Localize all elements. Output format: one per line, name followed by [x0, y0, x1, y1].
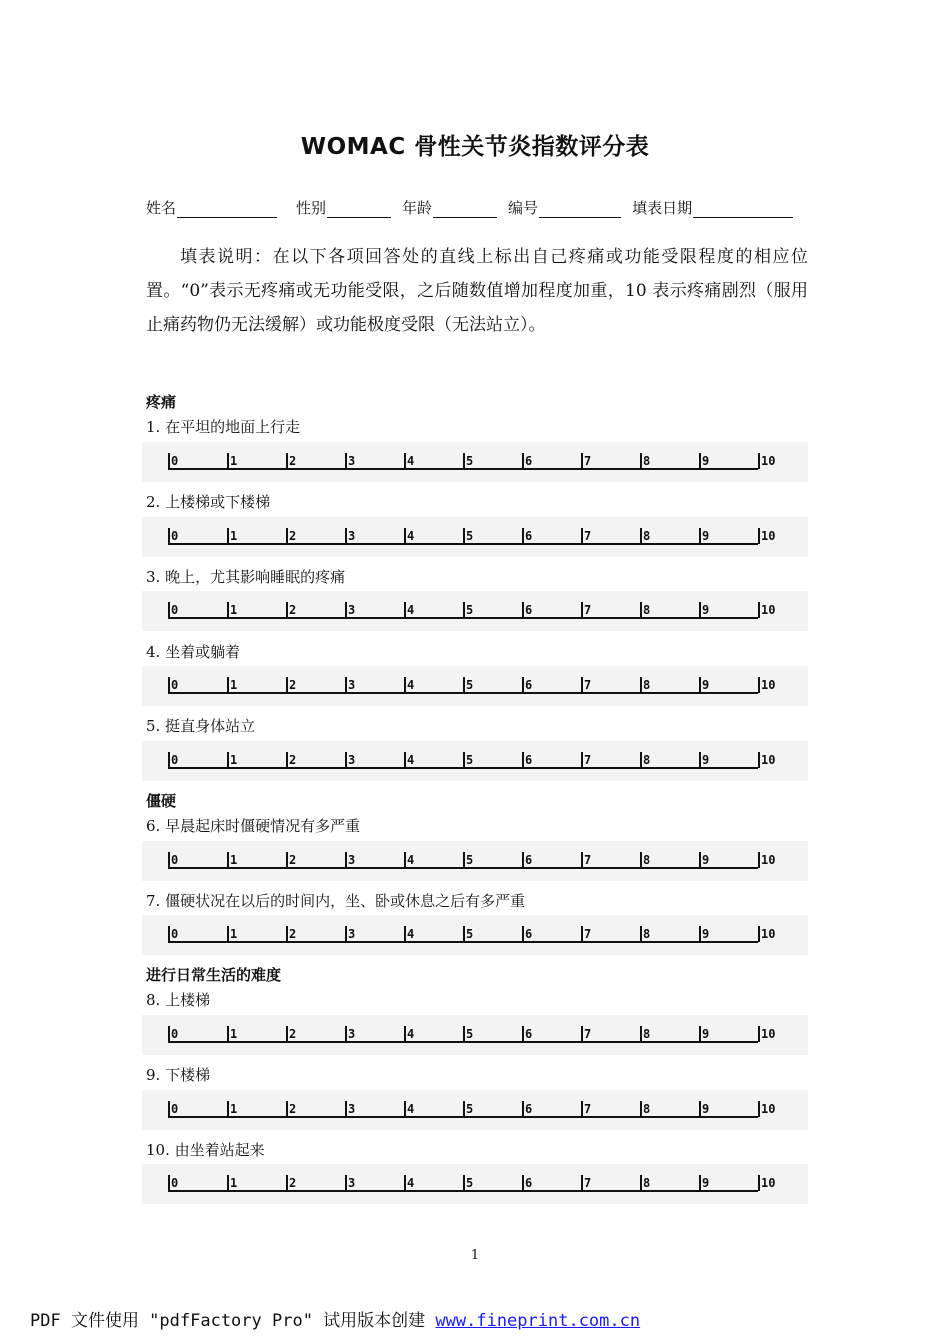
gender-blank[interactable]	[327, 203, 391, 218]
scale-tick-label: 1	[230, 529, 238, 543]
scale-tick-label: 9	[702, 603, 710, 617]
scale-tick	[758, 1101, 760, 1117]
scale-tick-label: 6	[525, 1027, 533, 1041]
scale-tick	[227, 1175, 229, 1191]
scale-tick-label: 7	[584, 529, 592, 543]
date-blank[interactable]	[693, 203, 793, 218]
scale-tick-label: 9	[702, 853, 710, 867]
rating-scale[interactable]	[142, 1164, 808, 1204]
scale-tick-label: 0	[171, 454, 179, 468]
scale-tick-label: 3	[348, 454, 356, 468]
scale-tick	[581, 1101, 583, 1117]
id-number-label: 编号	[508, 199, 539, 217]
scale-tick-label: 6	[525, 853, 533, 867]
scale-tick-label: 6	[525, 454, 533, 468]
scale-tick-label: 4	[407, 1102, 415, 1116]
scale-tick	[463, 1101, 465, 1117]
scale-tick	[581, 926, 583, 942]
scale-tick-label: 9	[702, 1102, 710, 1116]
scale-tick-label: 10	[761, 1027, 776, 1041]
scale-tick-label: 4	[407, 678, 415, 692]
scale-tick	[227, 852, 229, 868]
scale-tick	[404, 677, 406, 693]
scale-tick-label: 3	[348, 927, 356, 941]
scale-tick-label: 4	[407, 1027, 415, 1041]
scale-tick-label: 5	[466, 927, 474, 941]
scale-tick	[522, 453, 524, 469]
scale-tick	[581, 752, 583, 768]
scale-tick	[699, 528, 701, 544]
page-number: 1	[470, 1248, 480, 1263]
scale-tick-label: 4	[407, 529, 415, 543]
scale-tick-label: 10	[761, 529, 776, 543]
scale-tick-label: 3	[348, 1027, 356, 1041]
scale-tick	[404, 1101, 406, 1117]
scale-tick-label: 7	[584, 603, 592, 617]
scale-tick	[168, 752, 170, 768]
scale-tick-label: 10	[761, 454, 776, 468]
scale-tick	[699, 1175, 701, 1191]
footer-text: PDF 文件使用 "pdfFactory Pro" 试用版本创建	[30, 1311, 436, 1331]
scale-tick-label: 4	[407, 603, 415, 617]
scale-tick-label: 1	[230, 1102, 238, 1116]
scale-tick-label: 6	[525, 529, 533, 543]
scale-tick-label: 6	[525, 1102, 533, 1116]
scale-tick	[699, 852, 701, 868]
scale-tick	[345, 677, 347, 693]
scale-tick-label: 8	[643, 454, 651, 468]
scale-tick	[640, 752, 642, 768]
scale-tick	[168, 453, 170, 469]
gender-label: 性别	[296, 199, 327, 217]
scale-tick-label: 1	[230, 927, 238, 941]
question-7: 7. 僵硬状况在以后的时间内，坐、卧或休息之后有多严重	[146, 892, 526, 910]
question-1: 1. 在平坦的地面上行走	[146, 418, 301, 436]
scale-tick	[463, 1026, 465, 1042]
scale-tick-label: 3	[348, 603, 356, 617]
scale-tick	[345, 926, 347, 942]
scale-tick	[168, 1101, 170, 1117]
scale-tick-label: 0	[171, 853, 179, 867]
scale-tick-label: 0	[171, 1027, 179, 1041]
scale-tick-label: 5	[466, 753, 474, 767]
scale-tick-label: 5	[466, 1176, 474, 1190]
scale-tick-label: 7	[584, 1102, 592, 1116]
scale-tick	[286, 1101, 288, 1117]
scale-tick-label: 6	[525, 927, 533, 941]
scale-tick-label: 5	[466, 1102, 474, 1116]
scale-tick-label: 10	[761, 603, 776, 617]
scale-tick	[404, 926, 406, 942]
scale-tick-label: 7	[584, 454, 592, 468]
rating-scale[interactable]	[142, 915, 808, 955]
scale-tick	[581, 1026, 583, 1042]
scale-tick-label: 4	[407, 853, 415, 867]
scale-tick-label: 5	[466, 529, 474, 543]
date-field[interactable]	[632, 197, 793, 218]
question-8: 8. 上楼梯	[146, 991, 211, 1009]
scale-tick-label: 0	[171, 1176, 179, 1190]
scale-tick	[758, 1175, 760, 1191]
scale-tick	[640, 1026, 642, 1042]
question-2: 2. 上楼梯或下楼梯	[146, 493, 271, 511]
scale-tick-label: 1	[230, 678, 238, 692]
scale-tick	[168, 528, 170, 544]
id-number-field[interactable]	[508, 197, 621, 218]
scale-tick	[522, 1175, 524, 1191]
scale-tick-label: 3	[348, 753, 356, 767]
scale-tick	[699, 602, 701, 618]
age-label: 年龄	[402, 199, 433, 217]
scale-tick-label: 10	[761, 678, 776, 692]
scale-tick	[463, 677, 465, 693]
scale-tick	[404, 528, 406, 544]
gender-field[interactable]	[296, 197, 391, 218]
scale-tick	[345, 852, 347, 868]
instructions-paragraph: 填表说明：在以下各项回答处的直线上标出自己疼痛或功能受限程度的相应位置。“0”表示无疼痛或无功能受限，之后随数值增加程度加重，10 表示疼痛剧烈（服用止痛药物仍无法缓解）或功能极度受限（无法站立）。	[146, 247, 808, 335]
scale-tick	[286, 453, 288, 469]
rating-scale[interactable]	[142, 442, 808, 482]
scale-tick-label: 10	[761, 753, 776, 767]
scale-tick	[640, 1101, 642, 1117]
scale-tick	[286, 677, 288, 693]
scale-tick	[345, 1175, 347, 1191]
scale-tick-label: 3	[348, 853, 356, 867]
scale-tick-label: 2	[289, 853, 297, 867]
scale-tick	[522, 852, 524, 868]
scale-tick	[168, 852, 170, 868]
scale-tick	[286, 1175, 288, 1191]
scale-tick	[404, 602, 406, 618]
scale-tick-label: 0	[171, 603, 179, 617]
date-label: 填表日期	[632, 199, 693, 217]
scale-tick	[227, 528, 229, 544]
scale-tick	[699, 926, 701, 942]
question-9: 9. 下楼梯	[146, 1066, 211, 1084]
scale-tick-label: 10	[761, 1176, 776, 1190]
scale-tick	[581, 528, 583, 544]
scale-tick	[640, 1175, 642, 1191]
scale-tick	[640, 602, 642, 618]
scale-tick	[286, 602, 288, 618]
scale-tick-label: 9	[702, 1027, 710, 1041]
question-6: 6. 早晨起床时僵硬情况有多严重	[146, 817, 361, 835]
name-blank[interactable]	[177, 203, 277, 218]
scale-tick	[758, 602, 760, 618]
scale-tick	[227, 602, 229, 618]
rating-scale[interactable]	[142, 1015, 808, 1055]
scale-tick	[640, 677, 642, 693]
scale-tick	[522, 1026, 524, 1042]
rating-scale[interactable]	[142, 841, 808, 881]
scale-tick	[699, 453, 701, 469]
scale-tick-label: 7	[584, 927, 592, 941]
scale-tick-label: 5	[466, 603, 474, 617]
scale-tick-label: 4	[407, 1176, 415, 1190]
scale-tick	[286, 926, 288, 942]
footer-link[interactable]: www.fineprint.com.cn	[435, 1311, 641, 1331]
scale-tick	[345, 528, 347, 544]
scale-tick-label: 2	[289, 753, 297, 767]
scale-tick	[345, 602, 347, 618]
rating-scale[interactable]	[142, 517, 808, 557]
scale-tick	[522, 926, 524, 942]
section-header-pain: 疼痛	[146, 393, 177, 411]
scale-tick-label: 3	[348, 1102, 356, 1116]
scale-tick-label: 3	[348, 529, 356, 543]
scale-tick-label: 0	[171, 529, 179, 543]
scale-tick-label: 5	[466, 1027, 474, 1041]
scale-tick	[640, 852, 642, 868]
scale-tick	[581, 852, 583, 868]
scale-tick	[581, 453, 583, 469]
scale-tick-label: 10	[761, 853, 776, 867]
scale-tick	[640, 926, 642, 942]
scale-tick-label: 5	[466, 678, 474, 692]
scale-tick-label: 2	[289, 1176, 297, 1190]
scale-tick	[699, 1101, 701, 1117]
scale-tick-label: 5	[466, 853, 474, 867]
scale-tick-label: 2	[289, 927, 297, 941]
scale-tick-label: 8	[643, 1176, 651, 1190]
scale-tick	[404, 852, 406, 868]
rating-scale[interactable]	[142, 741, 808, 781]
age-blank[interactable]	[433, 203, 497, 218]
scale-tick-label: 3	[348, 1176, 356, 1190]
scale-tick	[758, 528, 760, 544]
id-number-blank[interactable]	[539, 203, 621, 218]
scale-tick-label: 2	[289, 1102, 297, 1116]
scale-tick-label: 1	[230, 1027, 238, 1041]
scale-tick	[463, 453, 465, 469]
scale-tick-label: 4	[407, 927, 415, 941]
scale-tick-label: 8	[643, 603, 651, 617]
scale-tick	[463, 926, 465, 942]
scale-tick	[581, 1175, 583, 1191]
scale-tick	[758, 1026, 760, 1042]
scale-tick	[699, 1026, 701, 1042]
question-10: 10. 由坐着站起来	[146, 1141, 265, 1159]
scale-tick	[463, 602, 465, 618]
scale-tick	[522, 602, 524, 618]
scale-tick	[227, 677, 229, 693]
scale-tick	[404, 1175, 406, 1191]
scale-tick	[345, 1101, 347, 1117]
scale-tick-label: 9	[702, 753, 710, 767]
scale-tick-label: 1	[230, 753, 238, 767]
scale-tick	[522, 752, 524, 768]
scale-tick	[286, 852, 288, 868]
scale-tick	[522, 677, 524, 693]
scale-tick	[227, 1101, 229, 1117]
scale-tick-label: 3	[348, 678, 356, 692]
scale-tick	[758, 453, 760, 469]
scale-tick-label: 2	[289, 603, 297, 617]
scale-tick	[581, 677, 583, 693]
pdf-footer	[30, 1306, 640, 1331]
scale-tick	[640, 528, 642, 544]
scale-tick	[640, 453, 642, 469]
scale-tick	[522, 528, 524, 544]
scale-tick-label: 1	[230, 1176, 238, 1190]
scale-tick-label: 1	[230, 603, 238, 617]
scale-tick-label: 9	[702, 1176, 710, 1190]
question-4: 4. 坐着或躺着	[146, 643, 241, 661]
scale-tick	[758, 677, 760, 693]
name-field[interactable]	[146, 197, 277, 218]
scale-tick-label: 4	[407, 454, 415, 468]
scale-tick-label: 7	[584, 678, 592, 692]
question-5: 5. 挺直身体站立	[146, 717, 256, 735]
scale-tick-label: 7	[584, 1176, 592, 1190]
section-header-daily-activities: 进行日常生活的难度	[146, 966, 282, 984]
scale-tick-label: 2	[289, 1027, 297, 1041]
scale-tick	[404, 453, 406, 469]
scale-tick-label: 6	[525, 678, 533, 692]
scale-tick	[463, 1175, 465, 1191]
scale-tick-label: 6	[525, 753, 533, 767]
scale-tick-label: 7	[584, 853, 592, 867]
personal-info-row	[146, 197, 793, 218]
scale-tick-label: 8	[643, 1102, 651, 1116]
scale-tick-label: 8	[643, 1027, 651, 1041]
scale-tick	[286, 528, 288, 544]
scale-tick-label: 9	[702, 678, 710, 692]
scale-tick	[699, 752, 701, 768]
scale-tick-label: 0	[171, 1102, 179, 1116]
scale-tick	[699, 677, 701, 693]
scale-tick	[286, 1026, 288, 1042]
scale-tick-label: 0	[171, 753, 179, 767]
scale-tick	[404, 1026, 406, 1042]
scale-tick	[168, 1175, 170, 1191]
scale-tick-label: 10	[761, 1102, 776, 1116]
scale-tick-label: 2	[289, 529, 297, 543]
scale-tick	[227, 1026, 229, 1042]
question-3: 3. 晚上，尤其影响睡眠的疼痛	[146, 568, 346, 586]
scale-tick	[758, 752, 760, 768]
scale-tick-label: 1	[230, 454, 238, 468]
rating-scale[interactable]	[142, 591, 808, 631]
scale-tick-label: 8	[643, 753, 651, 767]
scale-tick-label: 5	[466, 454, 474, 468]
scale-tick-label: 1	[230, 853, 238, 867]
scale-tick-label: 0	[171, 927, 179, 941]
scale-tick	[758, 926, 760, 942]
scale-tick-label: 9	[702, 927, 710, 941]
scale-tick	[463, 752, 465, 768]
scale-tick	[345, 752, 347, 768]
scale-tick	[168, 1026, 170, 1042]
scale-tick	[463, 528, 465, 544]
page-title: WOMAC 骨性关节炎指数评分表	[300, 134, 650, 160]
scale-tick	[581, 602, 583, 618]
scale-tick-label: 9	[702, 454, 710, 468]
scale-tick	[522, 1101, 524, 1117]
scale-tick-label: 2	[289, 678, 297, 692]
scale-tick-label: 4	[407, 753, 415, 767]
scale-tick	[758, 852, 760, 868]
scale-tick	[227, 453, 229, 469]
rating-scale[interactable]	[142, 666, 808, 706]
scale-tick-label: 7	[584, 753, 592, 767]
scale-tick-label: 9	[702, 529, 710, 543]
scale-tick	[168, 677, 170, 693]
scale-tick	[463, 852, 465, 868]
age-field[interactable]	[402, 197, 497, 218]
scale-tick	[404, 752, 406, 768]
scale-tick-label: 8	[643, 529, 651, 543]
scale-tick-label: 2	[289, 454, 297, 468]
name-label: 姓名	[146, 199, 177, 217]
scale-tick	[227, 752, 229, 768]
scale-tick-label: 10	[761, 927, 776, 941]
scale-tick	[345, 1026, 347, 1042]
scale-tick-label: 8	[643, 678, 651, 692]
scale-tick	[168, 602, 170, 618]
rating-scale[interactable]	[142, 1090, 808, 1130]
scale-tick-label: 6	[525, 1176, 533, 1190]
scale-tick	[168, 926, 170, 942]
section-header-stiffness: 僵硬	[146, 792, 177, 810]
scale-tick-label: 0	[171, 678, 179, 692]
scale-tick-label: 8	[643, 853, 651, 867]
scale-tick	[286, 752, 288, 768]
scale-tick-label: 7	[584, 1027, 592, 1041]
scale-tick-label: 8	[643, 927, 651, 941]
scale-tick-label: 6	[525, 603, 533, 617]
scale-tick	[227, 926, 229, 942]
scale-tick	[345, 453, 347, 469]
